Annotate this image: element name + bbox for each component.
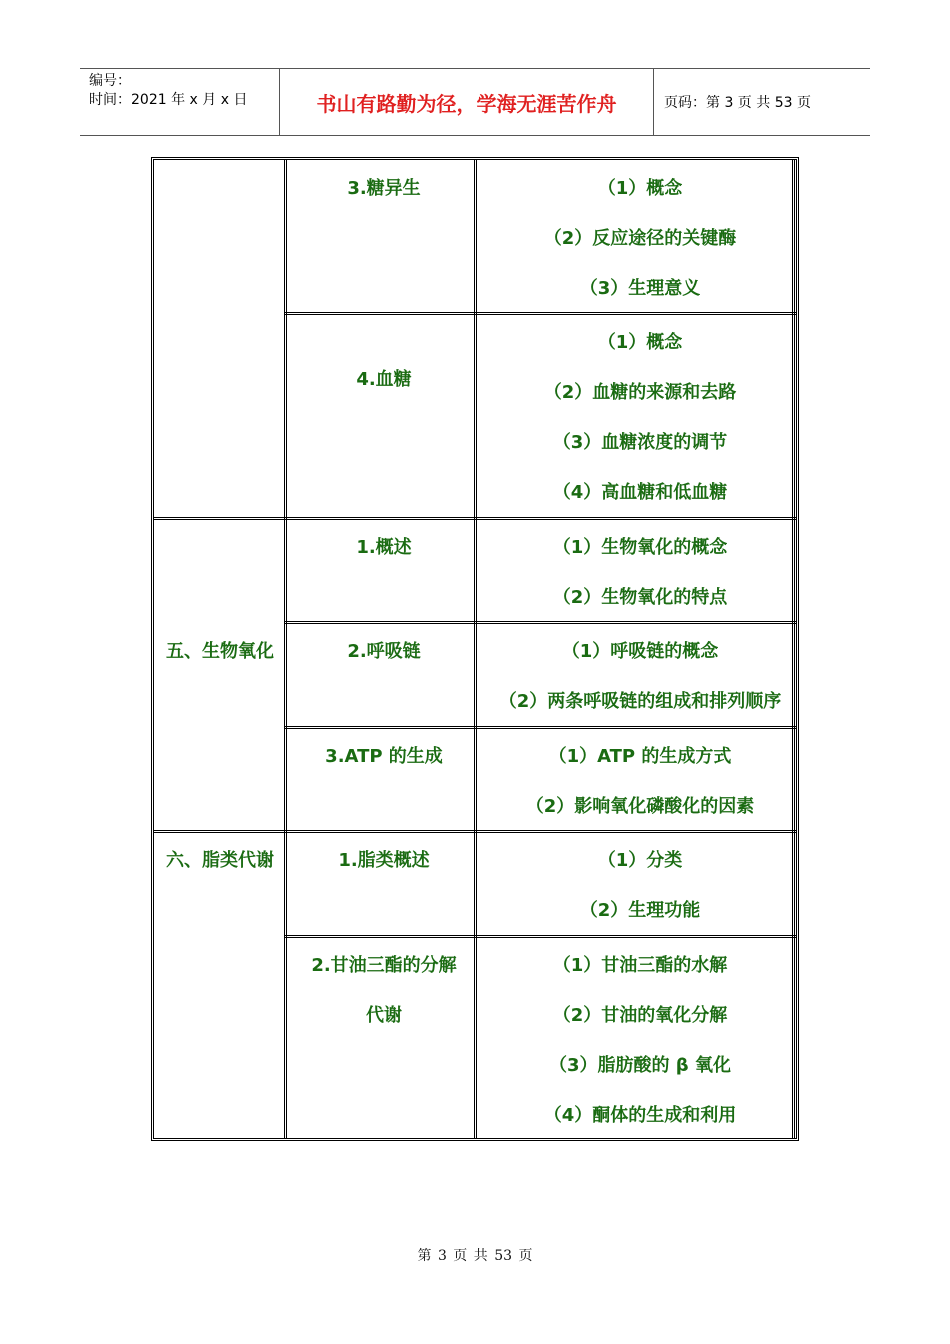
- section-cell: [154, 627, 286, 677]
- topic-cell: [289, 318, 479, 405]
- points-cell: [482, 318, 798, 518]
- topic-cell: [289, 732, 479, 782]
- topic-cell: [289, 627, 479, 677]
- points-cell: [482, 523, 798, 623]
- header-page-label: 页码：第 3 页 共 53 页: [664, 95, 811, 111]
- topic-text: 4.血糖: [356, 369, 412, 390]
- point-text: （3）脂肪酸的 β 氧化: [549, 1055, 731, 1076]
- point-text: （2）两条呼吸链的组成和排列顺序: [498, 691, 782, 712]
- point-text: （3）生理意义: [579, 278, 701, 299]
- point-text: （1）生物氧化的概念: [552, 537, 728, 558]
- topic-text: 3.ATP 的生成: [325, 746, 443, 767]
- point-text: （1）ATP 的生成方式: [548, 746, 732, 767]
- point-text: （2）影响氧化磷酸化的因素: [525, 796, 755, 817]
- topic-text: 1.概述: [356, 537, 412, 558]
- document-number-label: 编号：: [89, 73, 131, 89]
- topic-cell: [289, 941, 479, 1041]
- topic-text: 2.呼吸链: [347, 641, 421, 662]
- point-text: （1）概念: [597, 332, 683, 353]
- document-date-label: 时间：2021 年 x 月 x 日: [89, 92, 248, 108]
- points-cell: [482, 164, 798, 314]
- topic-cell: [289, 164, 479, 214]
- document-header: [80, 68, 870, 136]
- topic-text: 1.脂类概述: [338, 850, 430, 871]
- section-title: 六、脂类代谢: [166, 850, 274, 871]
- section-title: 五、生物氧化: [166, 641, 274, 662]
- point-text: （1）概念: [597, 178, 683, 199]
- point-text: （4）酮体的生成和利用: [543, 1105, 737, 1126]
- point-text: （3）血糖浓度的调节: [552, 432, 728, 453]
- points-cell: [482, 836, 798, 936]
- topic-text: 2.甘油三酯的分解: [311, 955, 457, 976]
- point-text: （1）呼吸链的概念: [561, 641, 719, 662]
- outline-table: [151, 157, 799, 1141]
- points-cell: [482, 941, 798, 1141]
- topic-cell: [289, 523, 479, 573]
- point-text: （2）血糖的来源和去路: [543, 382, 737, 403]
- point-text: （4）高血糖和低血糖: [552, 482, 728, 503]
- point-text: （2）生物氧化的特点: [552, 587, 728, 608]
- topic-text: 代谢: [366, 1005, 402, 1026]
- point-text: （2）甘油的氧化分解: [552, 1005, 728, 1026]
- header-meta: [80, 69, 280, 135]
- section-cell: [154, 836, 286, 886]
- point-text: （1）分类: [597, 850, 683, 871]
- header-motto: 书山有路勤为径，学海无涯苦作舟: [280, 69, 654, 135]
- point-text: （1）甘油三酯的水解: [552, 955, 728, 976]
- points-cell: [482, 732, 798, 832]
- topic-text: 3.糖异生: [347, 178, 421, 199]
- points-cell: [482, 627, 798, 727]
- page-footer: 第 3 页 共 53 页: [417, 1248, 533, 1264]
- point-text: （2）反应途径的关键酶: [543, 228, 737, 249]
- point-text: （2）生理功能: [579, 900, 701, 921]
- topic-cell: [289, 836, 479, 886]
